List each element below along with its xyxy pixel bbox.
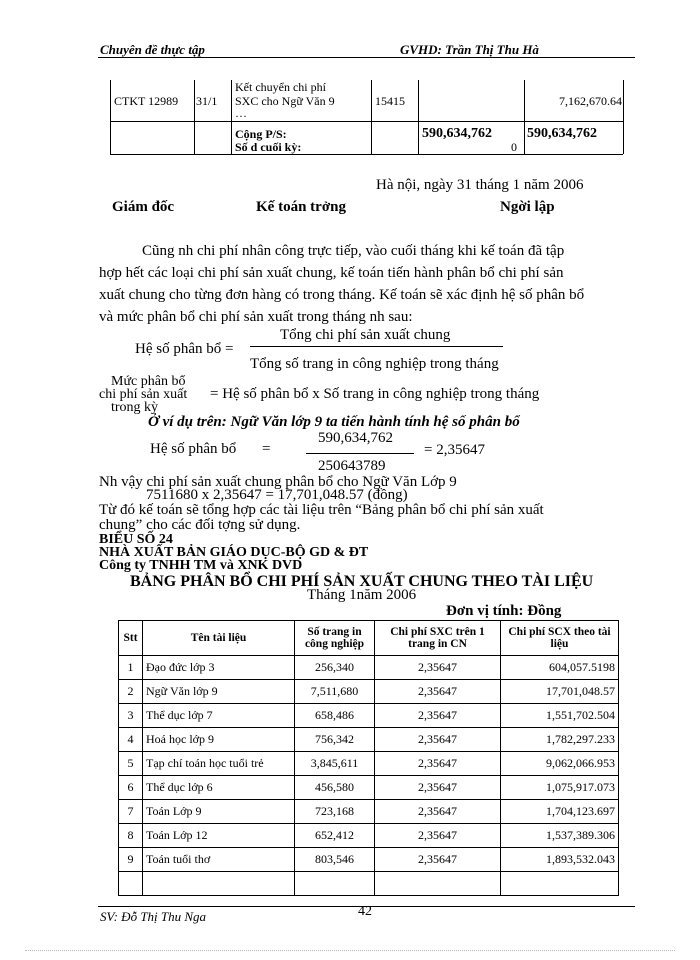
form-publisher: NHÀ XUẤT BẢN GIÁO DỤC-BỘ GD & ĐT: [99, 545, 369, 560]
col-header-cost: Chi phí SCX theo tài liệu: [501, 621, 619, 656]
table-row: [119, 656, 619, 680]
form-title: BẢNG PHÂN BỔ CHI PHÍ SẢN XUẤT CHUNG THEO TÀI LIỆU: [130, 573, 594, 590]
footer-author: SV: Đỗ Thị Thu Nga: [100, 909, 207, 924]
cell-stt: 1: [119, 656, 143, 680]
paragraph-line-1: Cũng nh chi phí nhân công trực tiếp, vào cuối tháng khi kế toán đã tập: [142, 243, 565, 259]
formula2-lhs-line1: Mức phân bổ: [111, 374, 186, 389]
ledger-desc-line2: SXC cho Ngữ Văn 9: [235, 94, 335, 108]
cell-cost: 1,704,123.697: [501, 800, 619, 824]
form-unit: Đơn vị tính: Đồng: [446, 603, 562, 619]
cell-cost: 9,062,066.953: [501, 752, 619, 776]
formula2-rhs: = Hệ số phân bổ x Số trang in công nghiệp trong tháng: [210, 386, 540, 402]
ledger-total-debit: 590,634,762: [422, 126, 492, 141]
cell-rate: 2,35647: [375, 800, 501, 824]
cell-pages: 723,168: [295, 800, 375, 824]
cell-title: Ngữ Văn lớp 9: [143, 680, 295, 704]
cell-pages: 652,412: [295, 824, 375, 848]
signer-chief-accountant: Kế toán trởng: [256, 199, 346, 215]
cell-cost: 1,551,702.504: [501, 704, 619, 728]
cell-pages: 256,340: [295, 656, 375, 680]
cell-rate: 2,35647: [375, 824, 501, 848]
paragraph-line-4: và mức phân bổ chi phí sản xuất trong tháng nh sau:: [99, 309, 413, 325]
table-row: [119, 728, 619, 752]
ledger-total-label: Cộng P/S:: [235, 127, 287, 141]
cell-stt: 8: [119, 824, 143, 848]
cell-title: Đạo đức lớp 3: [143, 656, 295, 680]
summary-line-2: chung” cho các đối tợng sử dụng.: [99, 517, 301, 533]
example-numerator: 590,634,762: [318, 430, 393, 446]
cell-rate: 2,35647: [375, 752, 501, 776]
cell-pages: 658,486: [295, 704, 375, 728]
formula1-numerator: Tổng chi phí sản xuất chung: [280, 327, 451, 343]
paragraph-line-2: hợp hết các loại chi phí sản xuất chung, kế toán tiến hành phân bổ chi phí sản: [99, 265, 564, 281]
summary-line-1: Từ đó kế toán sẽ tổng hợp các tài liệu trên “Bảng phân bổ chi phí sản xuất: [99, 502, 544, 518]
cell-cost: 604,057.5198: [501, 656, 619, 680]
example-calculation: 7511680 x 2,35647 = 17,701,048.57 (đồng): [146, 487, 408, 503]
table-row-empty: [119, 872, 619, 896]
ledger-date: 31/1: [196, 94, 218, 108]
table-row: [119, 680, 619, 704]
ledger-balance-label: Số d cuối kỳ:: [235, 140, 302, 154]
cell-pages: 803,546: [295, 848, 375, 872]
formula1-denominator: Tổng số trang in công nghiệp trong tháng: [250, 356, 499, 372]
formula1-lhs: Hệ số phân bổ =: [135, 341, 234, 357]
cell-stt: 9: [119, 848, 143, 872]
form-number: BIỂU SỐ 24: [99, 532, 173, 547]
col-header-title: Tên tài liệu: [143, 621, 295, 656]
page-edge-divider: [25, 950, 675, 951]
cell-pages: 756,342: [295, 728, 375, 752]
allocation-table: [118, 620, 619, 896]
example-denominator: 250643789: [318, 458, 386, 474]
cell-title: Thể dục lớp 6: [143, 776, 295, 800]
page-number: 42: [358, 904, 372, 919]
table-row: [119, 752, 619, 776]
ledger-balance-zero: 0: [511, 140, 517, 154]
header-right: GVHD: Trần Thị Thu Hà: [400, 42, 539, 57]
cell-rate: 2,35647: [375, 848, 501, 872]
cell-stt: 3: [119, 704, 143, 728]
cell-rate: 2,35647: [375, 728, 501, 752]
formula2-lhs-line2: chi phí sản xuất: [99, 387, 188, 402]
ledger-doc-number: CTKT 12989: [114, 94, 179, 108]
cell-stt: 7: [119, 800, 143, 824]
cell-cost: 1,075,917.073: [501, 776, 619, 800]
ledger-account: 15415: [375, 94, 405, 108]
table-row: [119, 704, 619, 728]
col-header-pages: Số trang in công nghiệp: [295, 621, 375, 656]
cell-stt: 6: [119, 776, 143, 800]
example-conclusion: Nh vậy chi phí sản xuất chung phân bổ cho Ngữ Văn Lớp 9: [99, 474, 457, 490]
ledger-ellipsis: …: [235, 106, 247, 120]
formula1-fraction-bar: [250, 346, 503, 347]
header-left: Chuyên đề thực tập: [100, 42, 205, 57]
paragraph-line-3: xuất chung cho từng đơn hàng có trong tháng. Kế toán sẽ xác định hệ số phân bổ: [99, 287, 585, 303]
cell-pages: 456,580: [295, 776, 375, 800]
cell-title: Toán Lớp 12: [143, 824, 295, 848]
cell-title: Toán Lớp 9: [143, 800, 295, 824]
cell-title: Toán tuổi thơ: [143, 848, 295, 872]
cell-cost: 1,893,532.043: [501, 848, 619, 872]
ledger-total-credit: 590,634,762: [527, 126, 597, 141]
cell-cost: 1,782,297.233: [501, 728, 619, 752]
form-company: Công ty TNHH TM và XNK DVD: [99, 558, 303, 573]
table-row: [119, 824, 619, 848]
cell-pages: 7,511,680: [295, 680, 375, 704]
table-row: [119, 848, 619, 872]
signer-preparer: Ngời lập: [500, 199, 555, 215]
signer-director: Giám đốc: [112, 199, 175, 215]
table-row: [119, 776, 619, 800]
example-lhs: Hệ số phân bổ: [150, 441, 237, 457]
cell-stt: 4: [119, 728, 143, 752]
cell-title: Tạp chí toán học tuổi trẻ: [143, 752, 295, 776]
cell-cost: 17,701,048.57: [501, 680, 619, 704]
date-line: Hà nội, ngày 31 tháng 1 năm 2006: [376, 177, 584, 193]
cell-pages: 3,845,611: [295, 752, 375, 776]
cell-title: Hoá học lớp 9: [143, 728, 295, 752]
cell-cost: 1,537,389.306: [501, 824, 619, 848]
cell-rate: 2,35647: [375, 776, 501, 800]
cell-rate: 2,35647: [375, 680, 501, 704]
cell-stt: 2: [119, 680, 143, 704]
ledger-desc-line1: Kết chuyển chi phí: [235, 80, 326, 94]
col-header-stt: Stt: [119, 621, 143, 656]
example-result: = 2,35647: [424, 442, 485, 458]
header-rule: [98, 57, 635, 58]
example-fraction-bar: [306, 453, 414, 454]
form-period: Tháng 1năm 2006: [307, 587, 417, 603]
cell-rate: 2,35647: [375, 656, 501, 680]
cell-stt: 5: [119, 752, 143, 776]
col-header-rate: Chi phí SXC trên 1 trang in CN: [375, 621, 501, 656]
example-equals: =: [262, 441, 271, 457]
cell-rate: 2,35647: [375, 704, 501, 728]
table-row: [119, 800, 619, 824]
cell-title: Thể dục lớp 7: [143, 704, 295, 728]
example-heading: Ở ví dụ trên: Ngữ Văn lớp 9 ta tiến hành tính hệ số phân bổ: [148, 414, 520, 430]
ledger-credit: 7,162,670.64: [559, 94, 622, 108]
formula2-lhs-line3: trong kỳ: [111, 400, 159, 415]
